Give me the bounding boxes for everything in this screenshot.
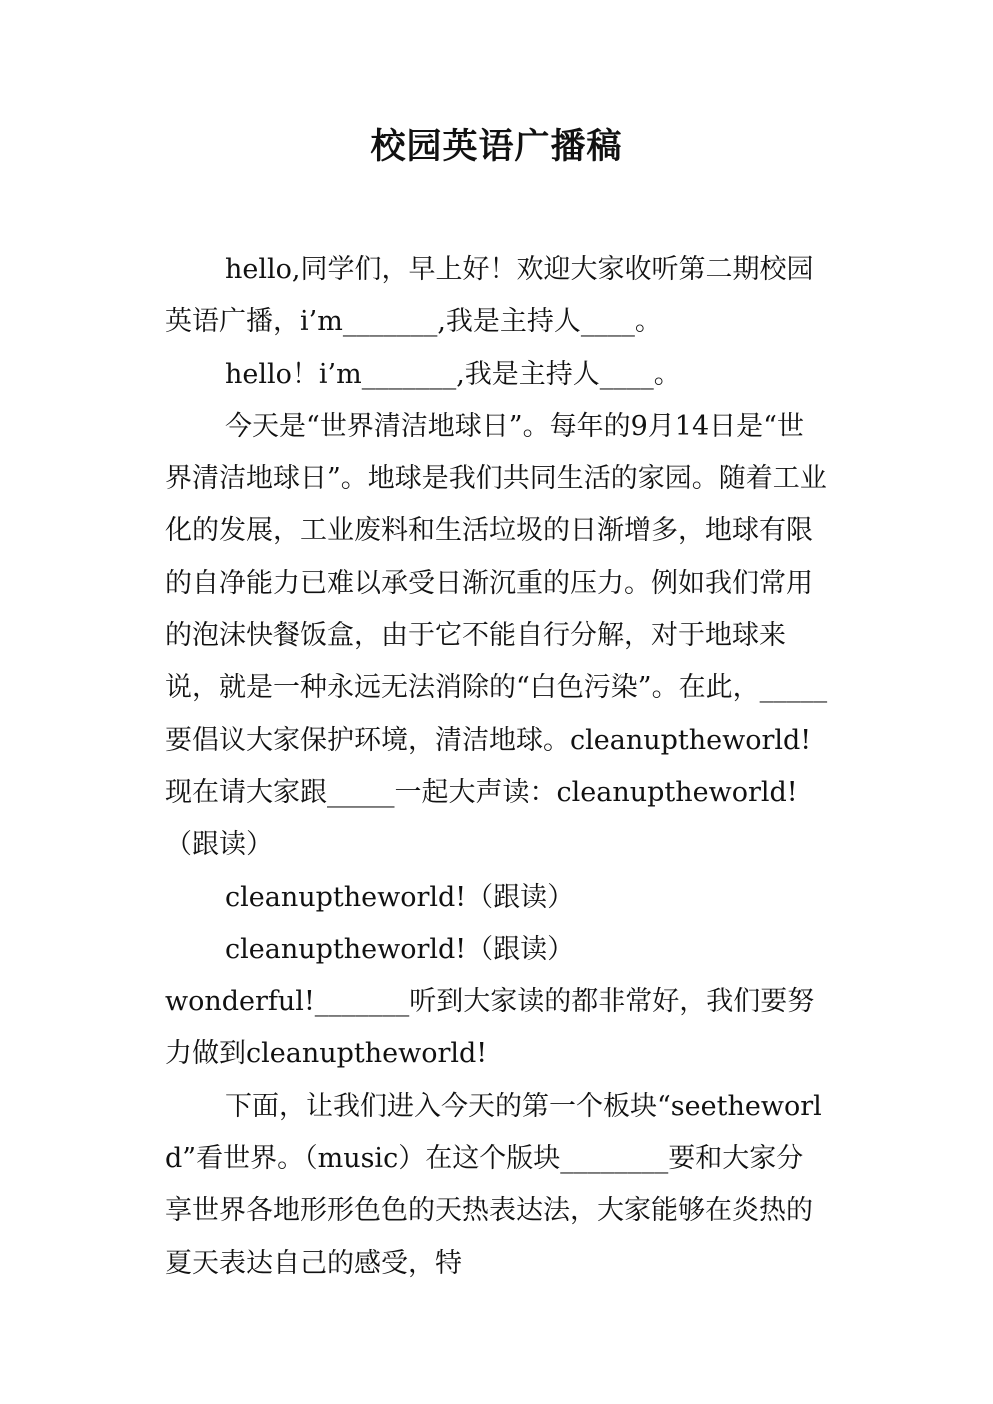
paragraph-clean-earth-day: 今天是“世界清洁地球日”。每年的9月14日是“世界清洁地球日”。地球是我们共同生活的家园。随着工业化的发展，工业废料和生活垃圾的日渐增多，地球有限的自净能力已难以承受日渐沉重的压力。例如我们常用的泡沫快餐饭盒，由于它不能自行分解，对于地球来说，就是一种永远无法消除的“白色污染”。在此，_____要倡议大家保护环境，清洁地球。cleanuptheworld!现在请大家跟_____一起大声读：cleanuptheworld!（跟读） (165, 410, 828, 861)
paragraph-repeat-2: cleanuptheworld!（跟读） (225, 933, 575, 965)
paragraph-wonderful: wonderful!_______听到大家读的都非常好，我们要努力做到cleanuptheworld! (165, 986, 815, 1070)
paragraph-greeting: hello,同学们，早上好！欢迎大家收听第二期校园英语广播，i’m_______,我是主持人____。 (165, 254, 814, 338)
paragraph-host-intro: hello！i’m_______,我是主持人____。 (225, 358, 681, 390)
paragraph-repeat-1: cleanuptheworld!（跟读） (225, 881, 575, 913)
paragraph-see-the-world: 下面，让我们进入今天的第一个板块“seetheworld”看世界。（music）在这个版块________要和大家分享世界各地形形色色的天热表达法，大家能够在炎热的夏天表达自己的感受，特 (165, 1090, 822, 1279)
document-body (165, 244, 830, 1290)
document-title: 校园英语广播稿 (370, 127, 623, 167)
